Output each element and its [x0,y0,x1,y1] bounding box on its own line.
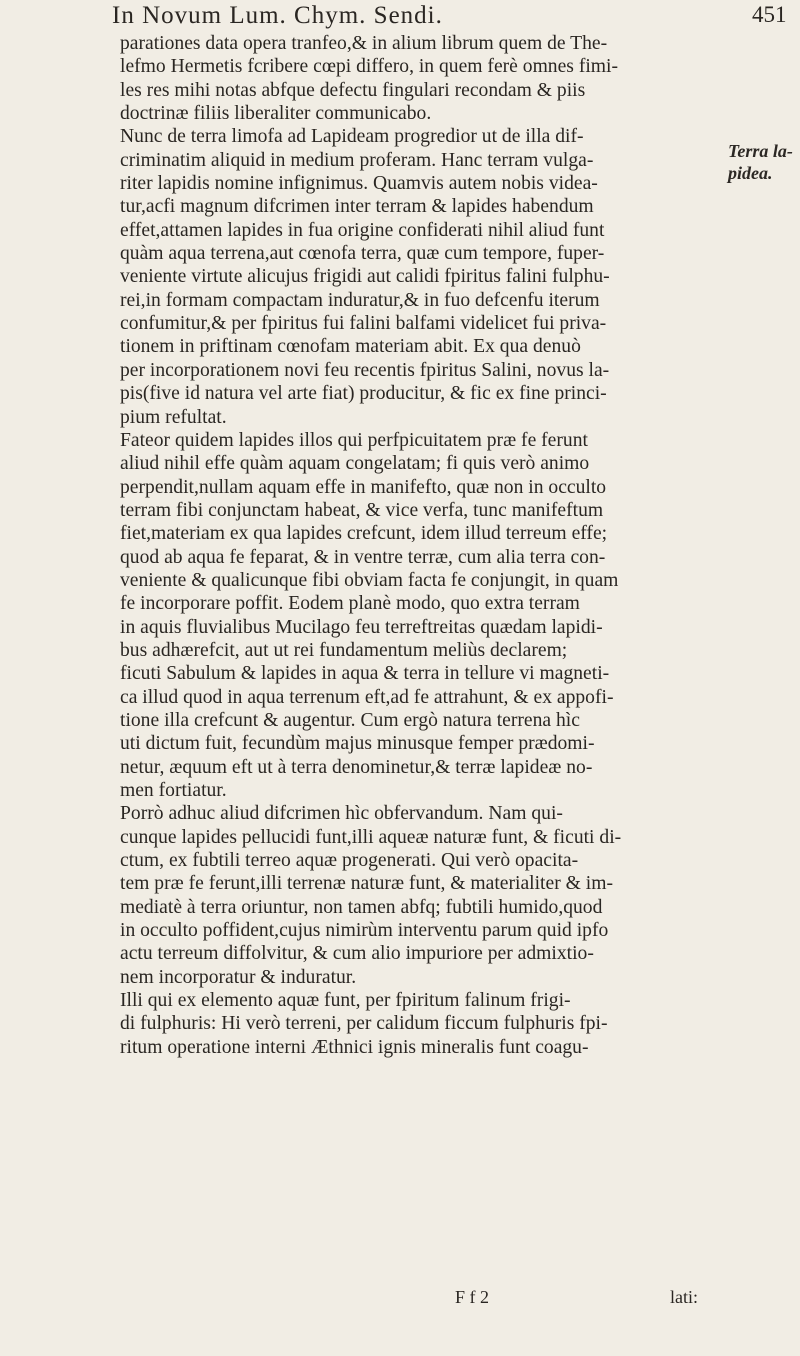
text-line: confumitur,& per fpiritus fui falini balfami videlicet fui priva- [120,313,607,335]
text-line: in occulto poffident,cujus nimirùm interventu parum quid ipfo [120,920,609,942]
text-line: Porrò adhuc aliud difcrimen hìc obfervandum. Nam qui- [120,803,563,825]
text-line: Illi qui ex elemento aquæ funt, per fpiritum falinum frigi- [120,990,571,1012]
margin-note-line: pidea. [728,163,773,183]
text-line: bus adhærefcit, aut ut rei fundamentum meliùs declarem; [120,639,568,661]
text-line: ctum, ex fubtili terreo aquæ progenerati. Qui verò opacita- [120,850,579,872]
text-line: Nunc de terra limofa ad Lapideam progredior ut de illa dif- [120,126,584,148]
text-line: netur, æquum eft ut à terra denominetur,& terræ lapideæ no- [120,756,593,778]
running-head: In Novum Lum. Chym. Sendi. [112,2,443,29]
text-line: pis(five id natura vel arte fiat) producitur, & fic ex fine princi- [120,383,607,405]
text-line: per incorporationem novi feu recentis fpiritus Salini, novus la- [120,359,610,381]
text-line: aliud nihil effe quàm aquam congelatam; fi quis verò animo [120,453,590,475]
text-line: veniente virtute alicujus frigidi aut calidi fpiritus falini fulphu- [120,266,610,288]
text-line: mediatè à terra oriuntur, non tamen abfq; fubtili humido,quod [120,896,603,918]
text-line: parationes data opera tranfeo,& in alium librum quem de The- [120,33,608,54]
page-number: 451 [752,2,787,27]
text-line: tionem in priftinam cœnofam materiam abit. Ex qua denuò [120,336,581,358]
text-line: di fulphuris: Hi verò terreni, per calidum ficcum fulphuris fpi- [120,1013,608,1035]
text-line: nem incorporatur & induratur. [120,966,357,988]
text-line: cunque lapides pellucidi funt,illi aqueæ naturæ funt, & ficuti di- [120,826,622,848]
body-text [120,32,715,1059]
margin-note-line: Terra la- [728,141,793,161]
text-line: effet,attamen lapides in fua origine confiderati nihil aliud funt [120,219,605,241]
text-line: ficuti Sabulum & lapides in aqua & terra in tellure vi magneti- [120,663,610,685]
text-line: ritum operatione interni Æthnici ignis mineralis funt coagu- [120,1036,589,1058]
text-line: Fateor quidem lapides illos qui perfpicuitatem præ fe ferunt [120,429,588,451]
text-line: perpendit,nullam aquam effe in manifefto, quæ non in occulto [120,476,607,498]
text-line: fiet,materiam ex qua lapides crefcunt, idem illud terreum effe; [120,523,608,545]
catchword: lati: [670,1287,698,1307]
text-line: ca illud quod in aqua terrenum eft,ad fe attrahunt, & ex appofi- [120,686,614,708]
text-line: tione illa crefcunt & augentur. Cum ergò natura terrena hìc [120,709,580,731]
text-line: veniente & qualicunque fibi obviam facta fe conjungit, in quam [120,569,619,591]
text-line: uti dictum fuit, fecundùm majus minusque femper prædomi- [120,733,595,755]
text-line: criminatim aliquid in medium proferam. Hanc terram vulga- [120,149,594,171]
text-line: tur,acfi magnum difcrimen inter terram & lapides habendum [120,196,594,218]
text-line: lefmo Hermetis fcribere cœpi differo, in quem ferè omnes fimi- [120,56,619,78]
margin-note [728,140,798,184]
text-line: men fortiatur. [120,780,227,801]
text-line: pium refultat. [120,406,227,428]
text-line: fe incorporare poffit. Eodem planè modo, quo extra terram [120,593,580,615]
text-line: quod ab aqua fe feparat, & in ventre terræ, cum alia terra con- [120,546,606,568]
page-header [0,2,800,32]
text-line: rei,in formam compactam induratur,& in fuo defcenfu iterum [120,289,600,311]
text-line: tem præ fe ferunt,illi terrenæ naturæ funt, & materialiter & im- [120,873,613,895]
text-line: terram fibi conjunctam habeat, & vice verfa, tunc manifeftum [120,499,604,521]
text-line: doctrinæ filiis liberaliter communicabo. [120,103,432,125]
text-line: actu terreum diffolvitur, & cum alio impuriore per admixtio- [120,943,594,965]
text-line: in aquis fluvialibus Mucilago feu terreftreitas quædam lapidi- [120,616,603,638]
signature-mark: F f 2 [455,1287,490,1307]
text-line: les res mihi notas abfque defectu fingulari recondam & piis [120,79,586,101]
text-line: riter lapidis nomine infignimus. Quamvis autem nobis videa- [120,173,598,195]
text-line: quàm aqua terrena,aut cœnofa terra, quæ cum tempore, fuper- [120,243,605,265]
